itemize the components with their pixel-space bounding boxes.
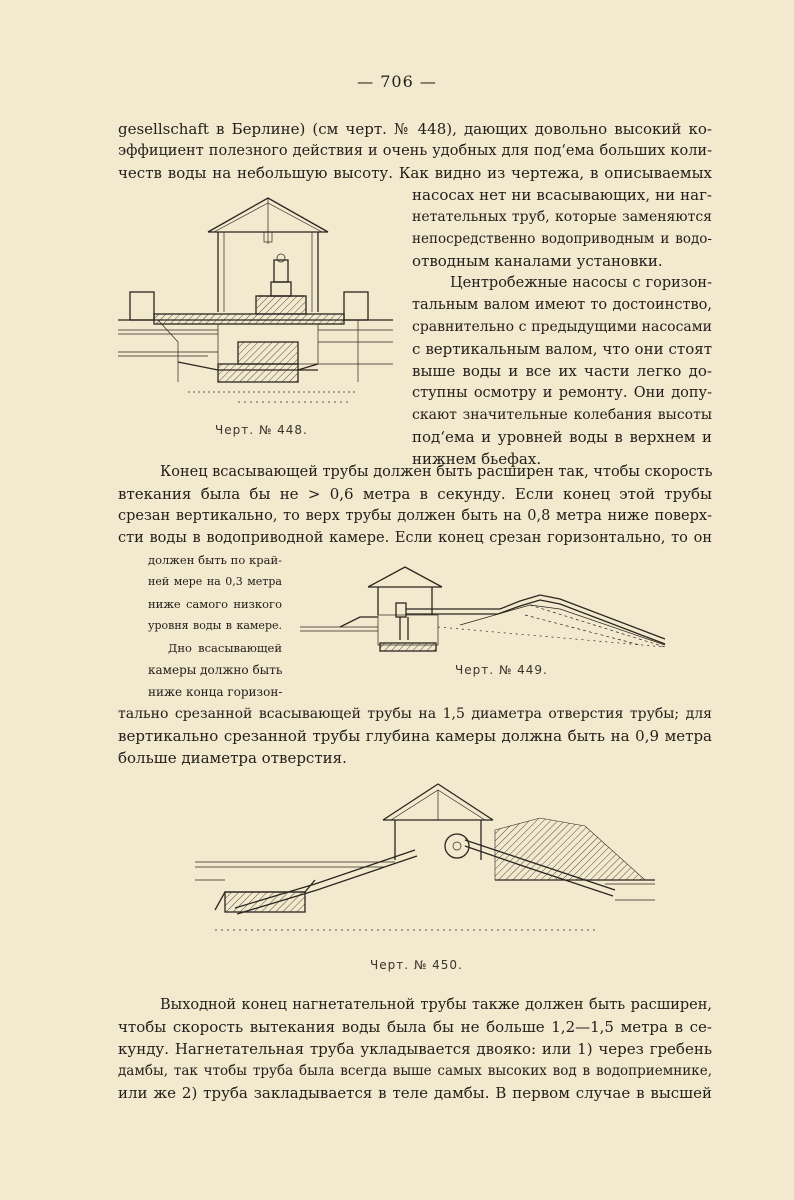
text-line: честв воды на небольшую высоту. Как видно из чертежа, в описываемых	[118, 164, 712, 182]
text-line: тально срезанной всасывающей трубы на 1,5 диаметра отверстия трубы; для	[118, 706, 712, 722]
figure-450-caption: Черт. № 450.	[370, 958, 463, 972]
text-line: нижнем бьефах.	[412, 450, 542, 468]
text-line: скают значительные колебания высоты	[412, 407, 712, 423]
text-line: с вертикальным валом, что они стоят	[412, 340, 712, 358]
text-line: непосредственно водоприводным и водо-	[412, 231, 712, 247]
text-line: эффициент полезного действия и очень удобных для под‘ема больших коли-	[118, 143, 712, 159]
text-line: сравнительно с предыдущими насосами	[412, 319, 712, 335]
text-line: дамбы, так чтобы труба была всегда выше самых высоких вод в водоприемнике,	[118, 1063, 712, 1079]
text-line: ней мере на 0,3 метра	[148, 575, 282, 588]
text-line: Выходной конец нагнетательной трубы также должен быть расширен,	[160, 997, 712, 1013]
text-line: тальным валом имеют то достоинство,	[412, 297, 712, 313]
text-line: под‘ема и уровней воды в верхнем и	[412, 428, 712, 446]
text-line: сти воды в водоприводной камере. Если конец срезан горизонтально, то он	[118, 530, 712, 546]
text-line: втекания была бы не > 0,6 метра в секунду. Если конец этой трубы	[118, 485, 712, 503]
text-line: gesellschaft в Берлине) (см черт. № 448), дающих довольно высокий ко-	[118, 120, 712, 138]
text-line: Конец всасывающей трубы должен быть расширен так, чтобы скорость	[160, 464, 713, 480]
text-line: насосах нет ни всасывающих, ни наг-	[412, 186, 712, 204]
text-line: Дно всасывающей	[168, 641, 282, 655]
text-line: больше диаметра отверстия.	[118, 749, 347, 767]
text-line: Центробежные насосы с горизон-	[450, 275, 712, 291]
text-line: ступны осмотру и ремонту. Они допу-	[412, 385, 712, 401]
figure-448-pump-house	[118, 192, 393, 422]
text-line: чтобы скорость вытекания воды была бы не больше 1,2—1,5 метра в се-	[118, 1018, 712, 1036]
text-line: камеры должно быть	[148, 663, 283, 677]
text-line: нетательных труб, которые заменяются	[412, 209, 712, 225]
text-line: ниже конца горизон-	[148, 685, 283, 699]
text-line: отводным каналами установки.	[412, 252, 663, 270]
text-line: должен быть по край-	[148, 553, 282, 567]
text-line: вертикально срезанной трубы глубина камеры должна быть на 0,9 метра	[118, 727, 712, 745]
text-line: срезан вертикально, то верх трубы должен быть на 0,8 метра ниже поверх-	[118, 508, 712, 524]
figure-449-caption: Черт. № 449.	[455, 663, 548, 677]
figure-449-pump-dam	[300, 565, 665, 660]
figure-448-caption: Черт. № 448.	[215, 423, 308, 437]
page-number: — 706 —	[357, 72, 437, 91]
text-line: ниже самого низкого	[148, 597, 282, 611]
text-line: или же 2) труба закладывается в теле дамбы. В первом случае в высшей	[118, 1084, 712, 1102]
text-line: уровня воды в камере.	[148, 619, 282, 632]
text-line: выше воды и все их части легко до-	[412, 362, 712, 380]
text-line: кунду. Нагнетательная труба укладывается двояко: или 1) через гребень	[118, 1040, 712, 1058]
figure-450-pump-dam-section	[195, 780, 655, 940]
